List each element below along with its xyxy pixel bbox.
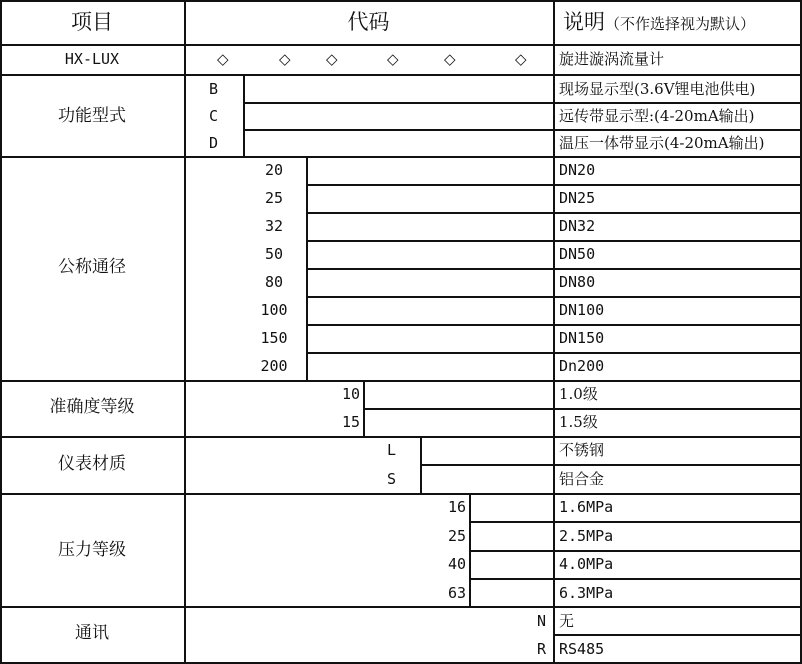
rule [469, 578, 802, 580]
rule [363, 408, 802, 410]
rule [306, 156, 308, 380]
rule [469, 493, 471, 606]
option-description: 1.0级 [559, 385, 598, 403]
rule [243, 74, 245, 156]
option-description: DN150 [559, 329, 605, 347]
option-code: C [208, 107, 219, 125]
option-code: B [208, 80, 219, 98]
option-code: 20 [264, 161, 284, 179]
rule [0, 606, 802, 608]
option-code: 32 [264, 217, 284, 235]
option-description: DN32 [559, 217, 596, 235]
option-code: 25 [447, 527, 466, 545]
placeholder-diamond: ◇ [279, 50, 291, 68]
option-description: 不锈钢 [559, 441, 605, 459]
category-label-accuracy: 准确度等级 [49, 397, 135, 417]
option-code: D [208, 134, 219, 152]
option-code: 16 [447, 498, 466, 516]
option-code: 10 [341, 385, 360, 403]
option-code: 40 [447, 555, 466, 573]
option-description: 4.0MPa [559, 555, 614, 573]
rule [553, 0, 555, 664]
option-description: 6.3MPa [559, 584, 614, 602]
rule [363, 380, 365, 436]
model-description: 旋进漩涡流量计 [559, 50, 665, 68]
option-description: DN25 [559, 189, 596, 207]
option-description: DN50 [559, 245, 596, 263]
option-code: S [386, 470, 397, 488]
header-desc-label: 说明 [563, 10, 605, 34]
option-code: L [386, 441, 397, 459]
option-code: 200 [260, 357, 288, 375]
rule [0, 0, 2, 664]
option-code: 63 [447, 584, 466, 602]
rule [420, 464, 802, 466]
category-label-communication: 通讯 [75, 623, 109, 643]
option-description: RS485 [559, 640, 605, 658]
option-description: 现场显示型(3.6V锂电池供电) [559, 80, 756, 98]
option-description: 2.5MPa [559, 527, 614, 545]
model-code: HX-LUX [64, 50, 120, 68]
option-code: R [536, 640, 546, 658]
option-description: 无 [559, 612, 575, 630]
placeholder-diamond: ◇ [387, 50, 399, 68]
rule [0, 44, 802, 46]
option-code: 80 [264, 273, 284, 291]
option-description: Dn200 [559, 357, 605, 375]
option-description: 1.6MPa [559, 498, 614, 516]
category-label-nominal-diameter: 公称通径 [58, 257, 126, 277]
header-desc-note: （不作选择视为默认） [605, 15, 756, 33]
category-label-function-type: 功能型式 [58, 106, 126, 126]
placeholder-diamond: ◇ [444, 50, 456, 68]
placeholder-diamond: ◇ [515, 50, 527, 68]
option-description: DN80 [559, 273, 596, 291]
option-code: 50 [264, 245, 284, 263]
placeholder-diamond: ◇ [326, 50, 338, 68]
rule [0, 493, 802, 495]
rule [184, 0, 186, 664]
rule [0, 380, 802, 382]
rule [0, 74, 802, 76]
option-code: N [536, 612, 546, 630]
option-code: 150 [260, 329, 288, 347]
rule [0, 0, 802, 2]
header-item: 项目 [71, 10, 113, 34]
rule [243, 129, 802, 131]
rule [0, 436, 802, 438]
option-code: 100 [260, 301, 288, 319]
option-description: DN20 [559, 161, 596, 179]
header-code: 代码 [347, 10, 390, 34]
rule [420, 436, 422, 493]
option-description: 1.5级 [559, 413, 598, 431]
option-code: 25 [264, 189, 284, 207]
rule [469, 550, 802, 552]
placeholder-diamond: ◇ [217, 50, 229, 68]
rule [0, 156, 802, 158]
option-description: 远传带显示型:(4-20mA输出) [559, 107, 755, 125]
category-label-material: 仪表材质 [58, 454, 126, 474]
header-description [563, 12, 755, 33]
rule [553, 634, 802, 636]
option-code: 15 [341, 413, 360, 431]
rule [469, 521, 802, 523]
option-description: DN100 [559, 301, 605, 319]
option-description: 铝合金 [559, 470, 605, 488]
category-label-pressure: 压力等级 [58, 540, 126, 560]
rule [243, 102, 802, 104]
option-description: 温压一体带显示(4-20mA输出) [559, 134, 765, 152]
